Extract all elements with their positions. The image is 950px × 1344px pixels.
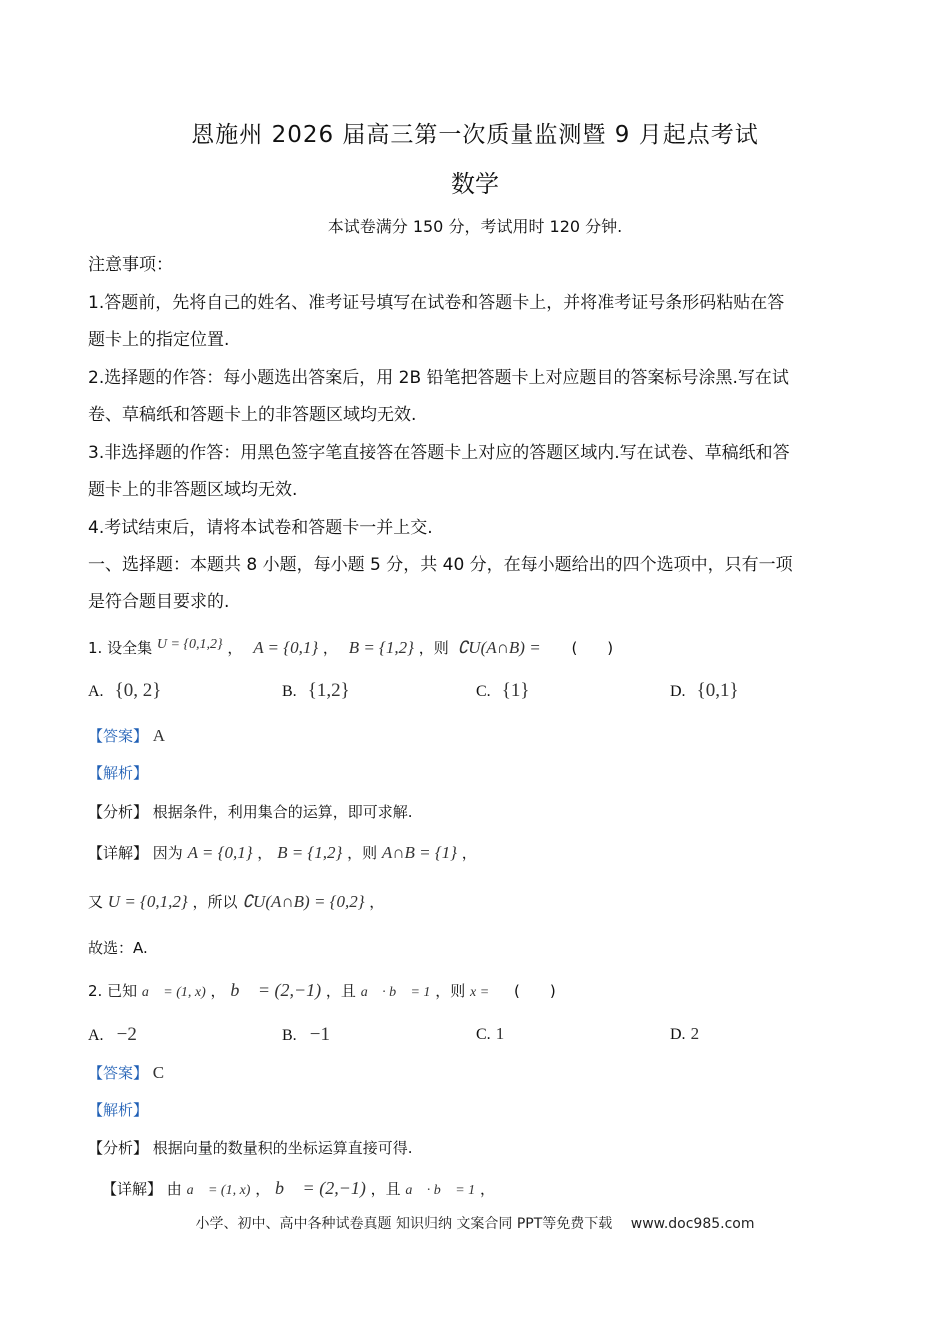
subject-title: 数学: [451, 170, 499, 198]
q2-paren: ( ): [513, 982, 556, 1000]
q1-option-b: B. {1,2}: [282, 680, 350, 701]
answer-value: C: [152, 1063, 165, 1082]
analysis-tag: 【解析】: [88, 1101, 149, 1119]
q2-option-a: A. −2: [88, 1024, 137, 1045]
section-heading: 一、选择题：本题共 8 小题，每小题 5 分，共 40 分，在每小题给出的四个选项中，只有一项: [88, 555, 793, 575]
answer-tag: 【答案】: [88, 727, 149, 745]
q1-paren: ( ): [571, 639, 614, 657]
q2-prefix: 2. 已知: [88, 982, 138, 1000]
detail-tag: 【详解】: [102, 1180, 163, 1198]
note-line: 2.选择题的作答：每小题选出答案后，用 2B 铅笔把答题卡上对应题目的答案标号涂黑.写在试: [88, 368, 789, 388]
q1-option-d: D. {0,1}: [670, 680, 739, 701]
q2-option-d: D. 2: [670, 1024, 700, 1043]
answer-tag: 【答案】: [88, 1064, 149, 1082]
question-1: 1. 设全集 U = {0,1,2} ， A = {0,1} ， B = {1,2} ，则 ∁U(A∩B) = ( ): [88, 637, 614, 657]
q1-prefix: 1. 设全集: [88, 639, 153, 657]
q1-b-set: B = {1,2}: [348, 638, 414, 657]
q2-fenxi: 【分析】 根据向量的数量积的坐标运算直接可得.: [88, 1139, 413, 1157]
notes-heading: 注意事项：: [88, 255, 173, 275]
q1-a-set: A = {0,1}: [253, 638, 319, 657]
note-line: 卷、草稿纸和答题卡上的非答题区域均无效.: [88, 405, 417, 425]
note-line: 题卡上的指定位置.: [88, 330, 230, 350]
q2-dot: a⃗ · b⃗ = 1: [360, 985, 431, 1000]
detail-tag: 【详解】: [88, 844, 149, 862]
q2-vec-a: a⃗ = (1, x): [141, 985, 206, 1000]
question-2: 2. 已知 a⃗ = (1, x) ， b⃗ = (2,−1) ，且 a⃗ · b⃗ = 1 ，则 x = ( ): [88, 980, 556, 1000]
q1-then: ，则: [418, 639, 449, 657]
footer-url[interactable]: www.doc985.com: [630, 1216, 755, 1232]
exam-info: 本试卷满分 150 分，考试用时 120 分钟.: [327, 217, 623, 236]
section-heading-cont: 是符合题目要求的.: [88, 592, 230, 612]
q2-option-c: C. 1: [476, 1024, 505, 1043]
q1-conclusion: 故选：A.: [88, 939, 148, 957]
page-footer: [0, 1213, 950, 1233]
fenxi-tag: 【分析】: [88, 803, 149, 821]
q1-fenxi: 【分析】 根据条件，利用集合的运算，即可求解.: [88, 803, 413, 821]
answer-value: A: [152, 726, 166, 745]
note-line: 4.考试结束后，请将本试卷和答题卡一并上交.: [88, 518, 433, 538]
fenxi-tag: 【分析】: [88, 1139, 149, 1157]
note-line: 题卡上的非答题区域均无效.: [88, 480, 298, 500]
q1-u-set: U = {0,1,2}: [156, 637, 223, 652]
q1-expr: ∁U(A∩B) =: [457, 638, 541, 657]
footer-text: 小学、初中、高中各种试卷真题 知识归纳 文案合同 PPT等免费下载: [195, 1216, 613, 1232]
q2-vec-b: b⃗ = (2,−1): [230, 980, 322, 1000]
q1-option-c: C. {1}: [476, 680, 530, 701]
q1-detail-2: 又 U = {0,1,2} ，所以 ∁U(A∩B) = {0,2} ，: [88, 892, 385, 911]
analysis-tag: 【解析】: [88, 764, 149, 782]
q2-option-b: B. −1: [282, 1024, 330, 1045]
q1-option-a: A. {0, 2}: [88, 680, 162, 701]
q2-detail: 【详解】 由 a⃗ = (1, x) ， b⃗ = (2,−1) ，且 a⃗ · b⃗ = 1 ，: [102, 1178, 495, 1198]
q1-detail-1: 【详解】 因为 A = {0,1} ， B = {1,2} ，则 A∩B = {1} ，: [88, 843, 477, 862]
note-line: 1.答题前，先将自己的姓名、准考证号填写在试卷和答题卡上，并将准考证号条形码粘贴在答: [88, 293, 785, 313]
q2-x-eq: x =: [470, 985, 490, 1000]
q2-answer: [88, 1062, 164, 1083]
q1-answer: [88, 725, 165, 746]
note-line: 3.非选择题的作答：用黑色签字笔直接答在答题卡上对应的答题区域内.写在试卷、草稿纸和答: [88, 443, 790, 463]
exam-title: 恩施州 2026 届高三第一次质量监测暨 9 月起点考试: [191, 122, 759, 148]
